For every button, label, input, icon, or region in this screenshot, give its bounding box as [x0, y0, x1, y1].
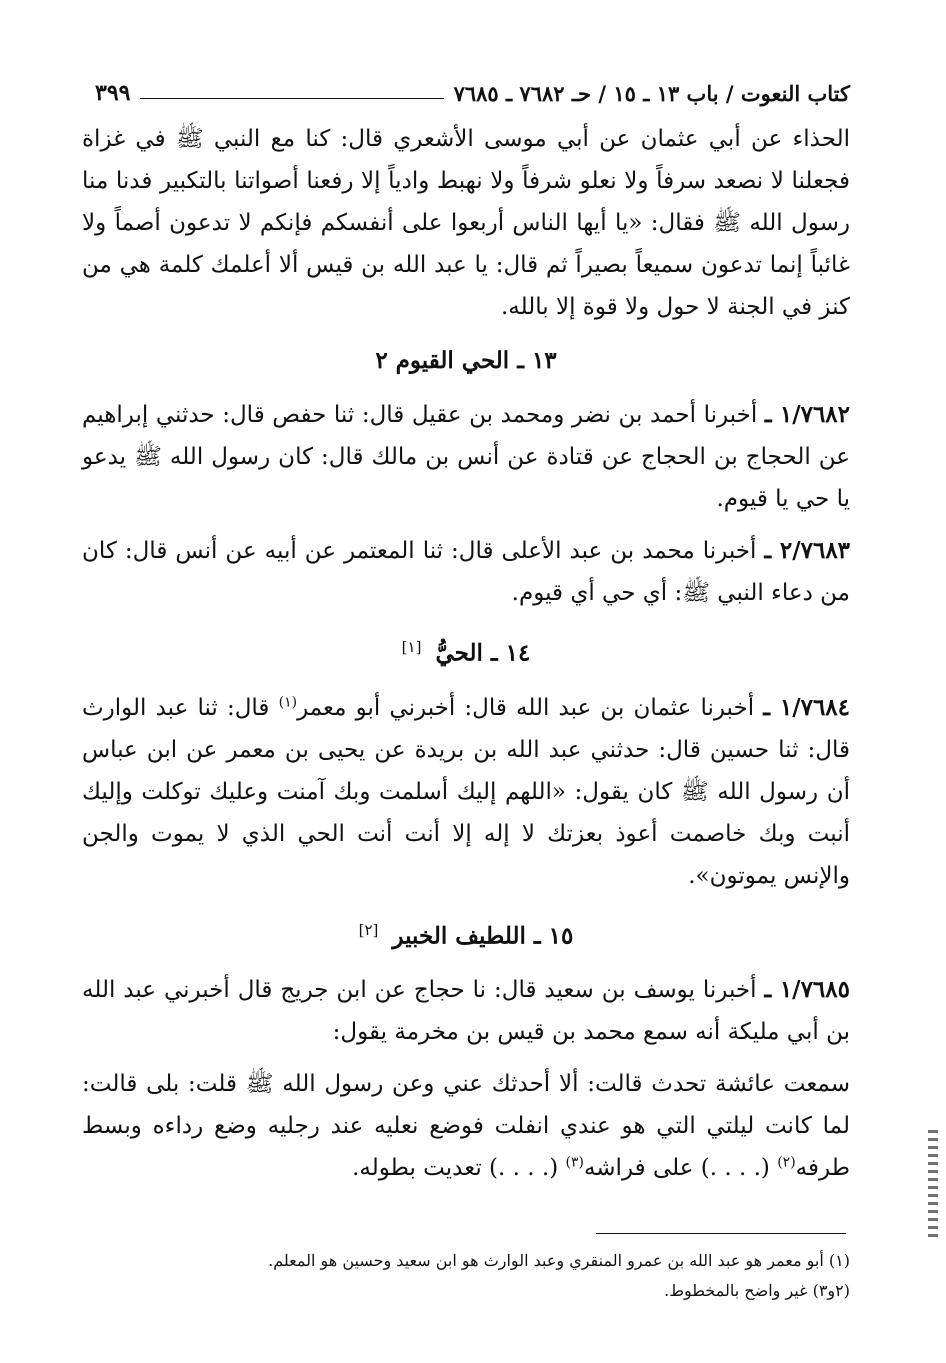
header-title: كتاب النعوت / باب ١٣ ـ ١٥ / حـ ٧٦٨٢ ـ ٧٦٨٥ [453, 81, 850, 106]
section-13-heading [82, 340, 850, 382]
body-text [82, 118, 850, 1189]
hadith-7684 [82, 687, 850, 897]
footnote-rule [596, 1233, 846, 1234]
section-14-ref: [١] [401, 638, 422, 656]
hadith-number: ١/٧٦٨٢ ـ [764, 401, 851, 428]
hadith-7682 [82, 394, 850, 520]
narration-text-c: (. . . .) تعديت بطوله. [352, 1155, 559, 1182]
hadith-number: ١/٧٦٨٤ ـ [763, 693, 851, 721]
footnote-marker-3: (٣) [565, 1154, 584, 1171]
hadith-text: أخبرنا محمد بن عبد الأعلى قال: ثنا المعتمر عن أبيه عن أنس قال: كان من دعاء النبي ﷺ: أي حي أي قيوم. [82, 538, 850, 606]
hadith-text: أخبرنا أحمد بن نضر ومحمد بن عقيل قال: ثنا حفص قال: حدثني إبراهيم عن الحجاج بن الحجاج عن قتادة عن أنس بن مالك قال: كان رسول الله ﷺ يدعو يا حي يا قيوم. [82, 402, 850, 512]
footnote-marker-2: (٢) [777, 1154, 796, 1171]
hadith-7685-narration [82, 1063, 850, 1189]
hadith-text: أخبرنا يوسف بن سعيد قال: نا حجاج عن ابن جريج قال أخبرني عبد الله بن أبي مليكة أنه سمع محمد بن قيس بن مخرمة يقول: [82, 977, 850, 1046]
hadith-text-b: قال: ثنا عبد الوارث قال: ثنا حسين قال: حدثني عبد الله بن بريدة عن يحيى بن معمر عن ابن عباس أن رسول الله ﷺ كان يقول: «اللهم إليك أسلمت وبك آمنت وعليك توكلت وإليك أنبت وبك خاصمت أعوذ بعزتك لا إله إلا أنت أنت الحي الذي لا يموت والجن والإنس يموتون». [82, 694, 850, 889]
narration-text-a: سمعت عائشة تحدث قالت: ألا أحدثك عني وعن رسول الله ﷺ قلت: بلى قالت: لما كانت ليلتي التي هو عندي انفلت فوضع نعليه عند رجليه وضع رداءه وبسط طرفه [82, 1071, 850, 1182]
section-15-ref: [٢] [358, 920, 379, 939]
section-15-title: ١٥ ـ اللطيف الخبير [392, 922, 574, 950]
running-header [95, 66, 850, 106]
section-14-title: ١٤ ـ الحيُّ [435, 639, 531, 667]
hadith-text-a: أخبرنا عثمان بن عبد الله قال: أخبرني أبو معمر [297, 694, 755, 721]
page-edge-mark [928, 1130, 938, 1240]
footnotes [82, 1246, 850, 1306]
narration-text-b: (. . . .) على فراشه [583, 1155, 770, 1182]
page-number: ٣٩٩ [95, 80, 131, 106]
hadith-7683 [82, 530, 850, 614]
section-13-title: ١٣ ـ الحي القيوم ٢ [375, 347, 557, 374]
continuation-paragraph: الحذاء عن أبي عثمان عن أبي موسى الأشعري قال: كنا مع النبي ﷺ في غزاة فجعلنا لا نصعد سرفاً ولا نعلو شرفاً ولا نهبط وادياً إلا رفعنا أصواتنا بالتكبير فدنا منا رسول الله ﷺ فقال: «يا أيها الناس أربعوا على أنفسكم فإنكم لا تدعون أصماً ولا غائباً إنما تدعون سميعاً بصيراً ثم قال: يا عبد الله بن قيس ألا أعلمك كلمة هي من كنز في الجنة لا حول ولا قوة إلا بالله. [82, 126, 850, 320]
hadith-7685 [82, 969, 850, 1053]
footnote-1: (١) أبو معمر هو عبد الله بن عمرو المنقري وعبد الوارث هو ابن سعيد وحسين هو المعلم. [268, 1251, 850, 1270]
footnote-marker-1: (١) [278, 694, 298, 710]
hadith-number: ٢/٧٦٨٣ ـ [764, 537, 851, 564]
section-14-heading [82, 626, 850, 675]
hadith-number: ١/٧٦٨٥ ـ [764, 976, 850, 1004]
section-15-heading [82, 909, 850, 958]
footnote-2-3: (٢و٣) غير واضح بالمخطوط. [664, 1281, 850, 1300]
header-rule [140, 98, 443, 99]
